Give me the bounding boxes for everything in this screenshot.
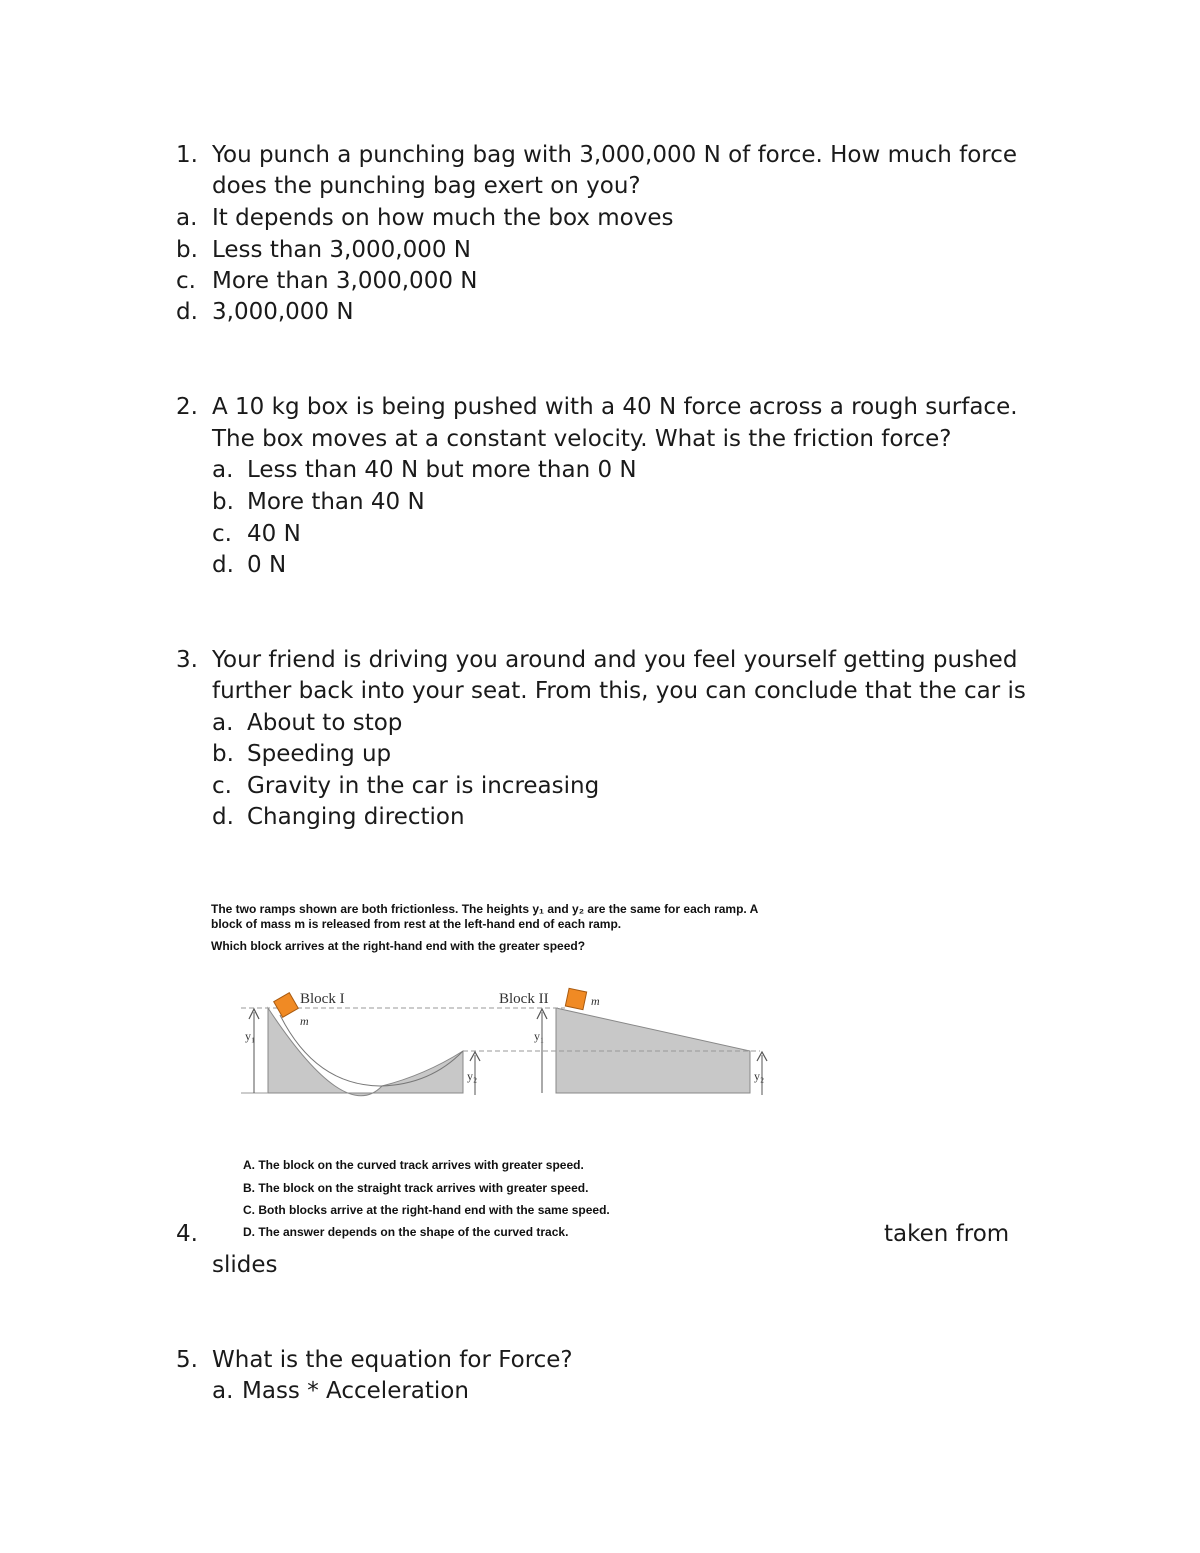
option-text: About to stop (247, 710, 403, 736)
question-text: does the punching bag exert on you? (212, 173, 641, 199)
option-text: 40 N (247, 521, 301, 547)
figure-option-a: A. The block on the curved track arrives with greater speed. (243, 1158, 584, 1172)
option-letter: b. (212, 489, 234, 515)
option-letter: c. (176, 268, 196, 294)
block-1 (274, 993, 299, 1018)
question-text: further back into your seat. From this, you can conclude that the car is (212, 678, 1026, 704)
option-text: Speeding up (247, 741, 392, 767)
option-text: More than 3,000,000 N (212, 268, 478, 294)
block-2-label: Block II (499, 991, 549, 1007)
figure-option-b: B. The block on the straight track arrives with greater speed. (243, 1181, 589, 1195)
question-number: 4. (176, 1221, 198, 1247)
option-letter: b. (212, 741, 234, 767)
figure-option-d: D. The answer depends on the shape of the curved track. (243, 1225, 569, 1239)
option-letter: a. (176, 205, 198, 231)
option-text: Less than 3,000,000 N (212, 237, 471, 263)
question-text: The box moves at a constant velocity. What is the friction force? (212, 426, 952, 452)
option-text: It depends on how much the box moves (212, 205, 674, 231)
block-2-mass-label: m (591, 994, 600, 1008)
option-text: Less than 40 N but more than 0 N (247, 457, 637, 483)
option-text: More than 40 N (247, 489, 425, 515)
option-letter: a. (212, 710, 234, 736)
option-letter: d. (176, 299, 198, 325)
question-continuation: slides (212, 1252, 278, 1278)
question-text: What is the equation for Force? (212, 1347, 573, 1373)
figure-prompt-line2: block of mass m is released from rest at the left-hand end of each ramp. (211, 917, 622, 931)
option-letter: c. (212, 773, 232, 799)
option-letter: b. (176, 237, 198, 263)
block-1-label: Block I (300, 991, 345, 1007)
option-letter: a. (212, 1378, 234, 1404)
option-letter: d. (212, 804, 234, 830)
question-text: Your friend is driving you around and you feel yourself getting pushed (212, 647, 1018, 673)
curved-ramp (268, 1008, 463, 1096)
question-trailing-text: taken from (884, 1221, 1010, 1247)
question-number: 2. (176, 394, 198, 420)
block-1-mass-label: m (300, 1014, 309, 1028)
y1-label-left: y₁ (245, 1029, 256, 1043)
block-2 (565, 988, 586, 1009)
option-text: 0 N (247, 552, 287, 578)
option-text: Gravity in the car is increasing (247, 773, 600, 799)
figure-prompt-line3: Which block arrives at the right-hand end with the greater speed? (211, 939, 586, 953)
question-number: 3. (176, 647, 198, 673)
question-text: You punch a punching bag with 3,000,000 N of force. How much force (212, 142, 1018, 168)
option-letter: c. (212, 521, 232, 547)
y2-label-curved: y₂ (467, 1069, 478, 1083)
option-text: 3,000,000 N (212, 299, 354, 325)
option-letter: a. (212, 457, 234, 483)
ramps-figure (205, 895, 905, 1245)
figure-prompt-line1: The two ramps shown are both frictionless. The heights y₁ and y₂ are the same for each ramp. A (211, 902, 759, 916)
question-number: 5. (176, 1347, 198, 1373)
figure-option-c: C. Both blocks arrive at the right-hand end with the same speed. (243, 1203, 610, 1217)
option-text: Mass * Acceleration (242, 1378, 469, 1404)
question-number: 1. (176, 142, 198, 168)
y1-label-straight: y₁ (534, 1029, 545, 1043)
option-letter: d. (212, 552, 234, 578)
option-text: Changing direction (247, 804, 465, 830)
question-text: A 10 kg box is being pushed with a 40 N force across a rough surface. (212, 394, 1018, 420)
y2-label-right: y₂ (754, 1069, 765, 1083)
